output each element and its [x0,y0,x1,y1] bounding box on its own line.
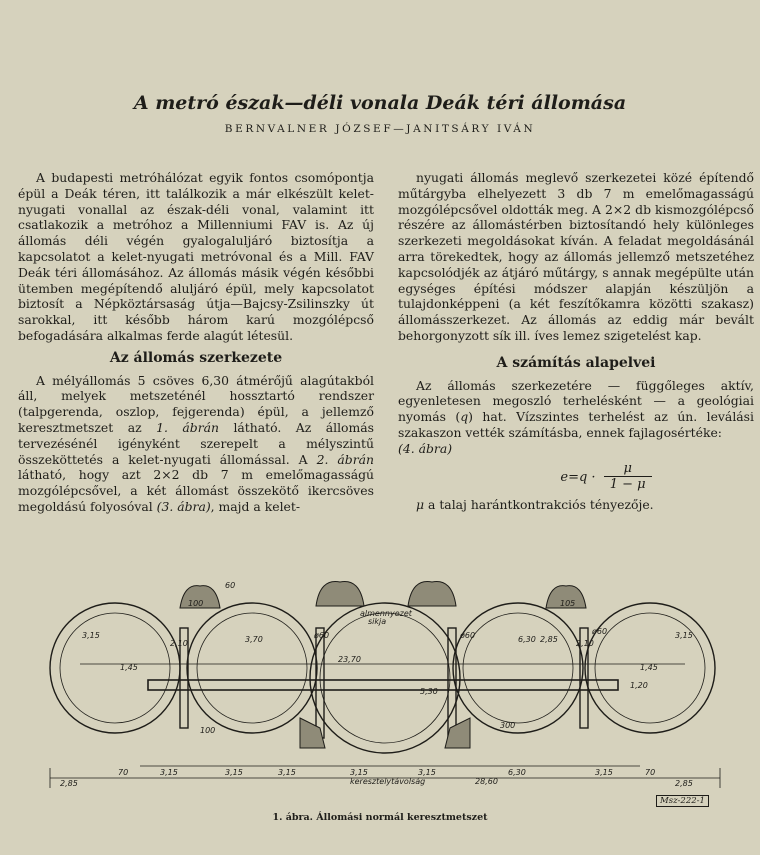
text-run: ) hat. Vízszintes terhelést az ún. leválási szakaszon vették számításba, ennek fajlagosértéke: [398,409,754,440]
text-column-right [398,170,754,513]
figure-reference: 2. ábrán [316,451,374,467]
paragraph [398,378,754,457]
dim-label: 6,30 [518,635,536,644]
dim-label: 70 [118,768,129,777]
dim-label: 6,30 [508,768,526,777]
dim-label: 5,30 [420,687,438,696]
dim-label: 3,15 [225,768,243,777]
station-cross-section-drawing [20,568,745,816]
paragraph [18,373,374,515]
dim-label: 2,85 [60,779,78,788]
formula-lhs: e=q · [560,469,596,485]
annotation: 100 [200,726,216,735]
fraction [604,461,652,494]
figure-reference: (3. ábra) [156,498,211,514]
dim-overall-label: 28,60 [475,777,498,786]
tunnel-tube-inner [60,613,170,723]
paragraph: A budapesti metróhálózat egyik fontos csomópontja épül a Deák téren, itt találkozik a már elkészült kelet-nyugati vonallal az észak-déli vonal, valamint itt csatlakozik a metróhoz a Millenniumi FAV is. Az új állomás déli végén gyalogaluljáró biztosítja a kapcsolatot a kelet-nyugati metróvonal és a Mill. FAV Deák téri állomásához. Az állomás másik végén későbbi ütemben megépítendő aluljáró épül, mely kapcsolatot biztosít a Népköztársaság útja—Bajcsy-Zsilinszky út sarokkal, itt később három karú mozgólépcső befogadására alkalmas ferde alagút létesül. [18,170,374,343]
annotation: 300 [500,721,516,730]
section-heading: Az állomás szerkezete [109,349,283,366]
text-run: a talaj harántkontrakciós tényezője. [424,497,654,513]
figure-id: Msz-222-1 [656,795,709,807]
article-authors: BERNVALNER JÓZSEF—JANITSÁRY IVÁN [224,123,536,135]
text-column-left [18,170,374,515]
text-run: látható. Az állomás tervezésénél igényként szerepelt a mélyszintű összeköttetés a kelet-nyugati állomással. A [18,419,374,467]
annotation: 60 [225,581,236,590]
text-run: látható, hogy azt 2×2 db 7 m emelőmagasságú mozgólépcsővel, a két állomást összekötő ikercsöves megoldású folyosóval [18,467,374,514]
figure-reference: (4. ábra) [398,440,453,456]
dim-label: 3,70 [245,635,263,644]
dim-label: 2,85 [540,635,558,644]
annotation: 3,15 [82,631,100,640]
tunnel-tube-outer [187,603,317,733]
platform-slab [148,680,618,690]
crown-fill [180,582,586,749]
tunnel-tube-inner [197,613,307,723]
annotation: ø60 [460,631,476,640]
dim-label: 3,15 [350,768,368,777]
dim-label: 3,15 [278,768,296,777]
tunnel-tube-inner [320,613,450,743]
text-run: Az állomás szerkezetére — függőleges aktív, egyenletesen megoszló terhelésként — a geológiai nyomás ( [398,377,754,425]
text-run: A mélyállomás 5 csöves 6,30 átmérőjű alagútakból áll, melyek metszeténél hossztartó rendszer (talpgerenda, oszlop, fejgerenda) épül, a jellemző keresztmetszet az [18,372,374,435]
annotation: 3,15 [675,631,693,640]
paragraph [398,497,754,513]
dim-label: 2,10 [170,639,188,648]
dim-label: 3,15 [418,768,436,777]
dim-label: 2,85 [675,779,693,788]
symbol: μ [416,497,425,513]
formula [458,461,754,494]
fraction-numerator: μ [604,461,652,478]
annotation: almennyezet [360,609,412,618]
dim-label: 23,70 [338,655,361,664]
tunnel-tube-inner [463,613,573,723]
annotation: ø60 [314,631,330,640]
annotation: ø60 [592,627,608,636]
figure-caption: 1. ábra. Állomási normál keresztmetszet [272,812,488,823]
dim-label: 3,15 [160,768,178,777]
dim-label: 2,10 [576,639,594,648]
tunnel-tube-outer [453,603,583,733]
annotation: sikja [368,617,387,626]
text-run: , majd a kelet- [210,498,301,514]
dim-label: 3,15 [595,768,613,777]
tunnel-tube-outer [50,603,180,733]
annotation: 1,45 [640,663,658,672]
dim-caption-label: keresztelytávolság [350,777,426,786]
fraction-denominator: 1 − μ [609,477,646,493]
annotation: 1,45 [120,663,138,672]
annotation: 105 [560,599,576,608]
figure-reference: 1. ábrán [156,419,219,435]
symbol: q [460,409,469,425]
annotation: 1,20 [630,681,648,690]
annotation: 100 [188,599,204,608]
paragraph: nyugati állomás meglevő szerkezetei közé építendő műtárgyba elhelyezett 3 db 7 m emelőmagasságú mozgólépcsővel oldották meg. A 2×2 db kismozgólépcső részére az állomástérben biztosítandó hely különleges szerkezeti megoldásokat kíván. A feladat megoldásánál arra törekedtek, hogy az állomás jellemző metszetéhez kapcsolódjék az átjáró műtárgy, s annak megépülte után egységes építési módszer alapján készüljön a tulajdonképpeni (a két feszítőkamra közötti szakasz) állomásszerkezet. Az állomás az eddig már bevált behorgonyzott sík ill. íves lemez szigetelést kap. [398,170,754,343]
dim-label: 70 [645,768,656,777]
section-heading: A számítás alapelvei [496,354,656,371]
article-title: A metró észak—déli vonala Deák téri állomása [133,92,627,114]
